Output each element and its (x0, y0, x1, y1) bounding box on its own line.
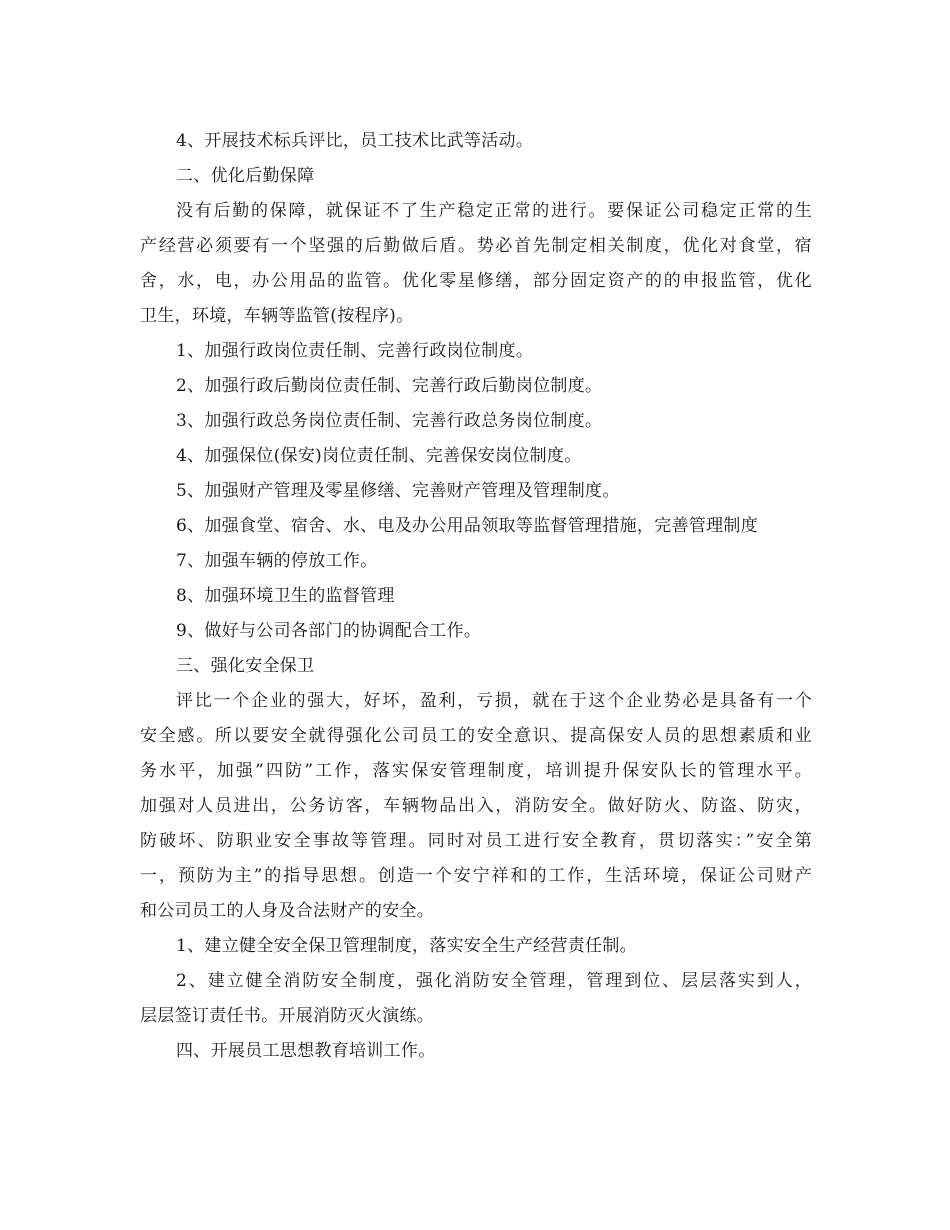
section-heading: 四、开展员工思想教育培训工作。 (176, 1041, 436, 1061)
paragraph-line: 务水平，加强”四防”工作，落实保安管理制度，培训提升保安队长的管理水平。 (140, 761, 812, 781)
document-body (140, 124, 812, 1069)
paragraph-line: 安全感。所以要安全就得强化公司员工的安全意识、提高保安人员的思想素质和业 (140, 726, 812, 746)
list-item: 2、建立健全消防安全制度，强化消防安全管理，管理到位、层层落实到人， (176, 971, 812, 991)
list-item: 7、加强车辆的停放工作。 (176, 551, 378, 571)
section-heading: 三、强化安全保卫 (176, 656, 315, 676)
list-item: 8、加强环境卫生的监督管理 (176, 586, 395, 606)
paragraph-line: 没有后勤的保障，就保证不了生产稳定正常的进行。要保证公司稳定正常的生 (176, 201, 812, 221)
list-item: 4、开展技术标兵评比，员工技术比武等活动。 (176, 131, 534, 151)
paragraph-line: 一，预防为主”的指导思想。创造一个安宁祥和的工作，生活环境，保证公司财产 (140, 866, 812, 886)
paragraph-line: 舍，水，电，办公用品的监管。优化零星修缮，部分固定资产的的申报监管，优化 (140, 271, 812, 291)
paragraph-line: 产经营必须要有一个坚强的后勤做后盾。势必首先制定相关制度，优化对食堂，宿 (140, 236, 812, 256)
list-item: 6、加强食堂、宿舍、水、电及办公用品领取等监督管理措施，完善管理制度 (176, 516, 759, 536)
list-item: 2、加强行政后勤岗位责任制、完善行政后勤岗位制度。 (176, 376, 603, 396)
list-item: 4、加强保位(保安)岗位责任制、完善保安岗位制度。 (176, 446, 582, 466)
paragraph-line: 加强对人员进出，公务访客，车辆物品出入，消防安全。做好防火、防盗、防灾， (140, 796, 812, 816)
paragraph-line: 评比一个企业的强大，好坏，盈利，亏损，就在于这个企业势必是具备有一个 (176, 691, 812, 711)
section-heading: 二、优化后勤保障 (176, 166, 315, 186)
list-item: 5、加强财产管理及零星修缮、完善财产管理及管理制度。 (176, 481, 620, 501)
list-item: 3、加强行政总务岗位责任制、完善行政总务岗位制度。 (176, 411, 603, 431)
list-item-continuation: 层层签订责任书。开展消防灭火演练。 (140, 1006, 435, 1026)
list-item: 1、建立健全安全保卫管理制度，落实安全生产经营责任制。 (176, 936, 637, 956)
paragraph-line: 和公司员工的人身及合法财产的安全。 (140, 901, 435, 921)
list-item: 9、做好与公司各部门的协调配合工作。 (176, 621, 482, 641)
paragraph-line: 卫生，环境，车辆等监管(按程序)。 (140, 306, 414, 326)
list-item: 1、加强行政岗位责任制、完善行政岗位制度。 (176, 341, 534, 361)
paragraph-line: 防破坏、防职业安全事故等管理。同时对员工进行安全教育，贯切落实：”安全第 (140, 831, 812, 851)
